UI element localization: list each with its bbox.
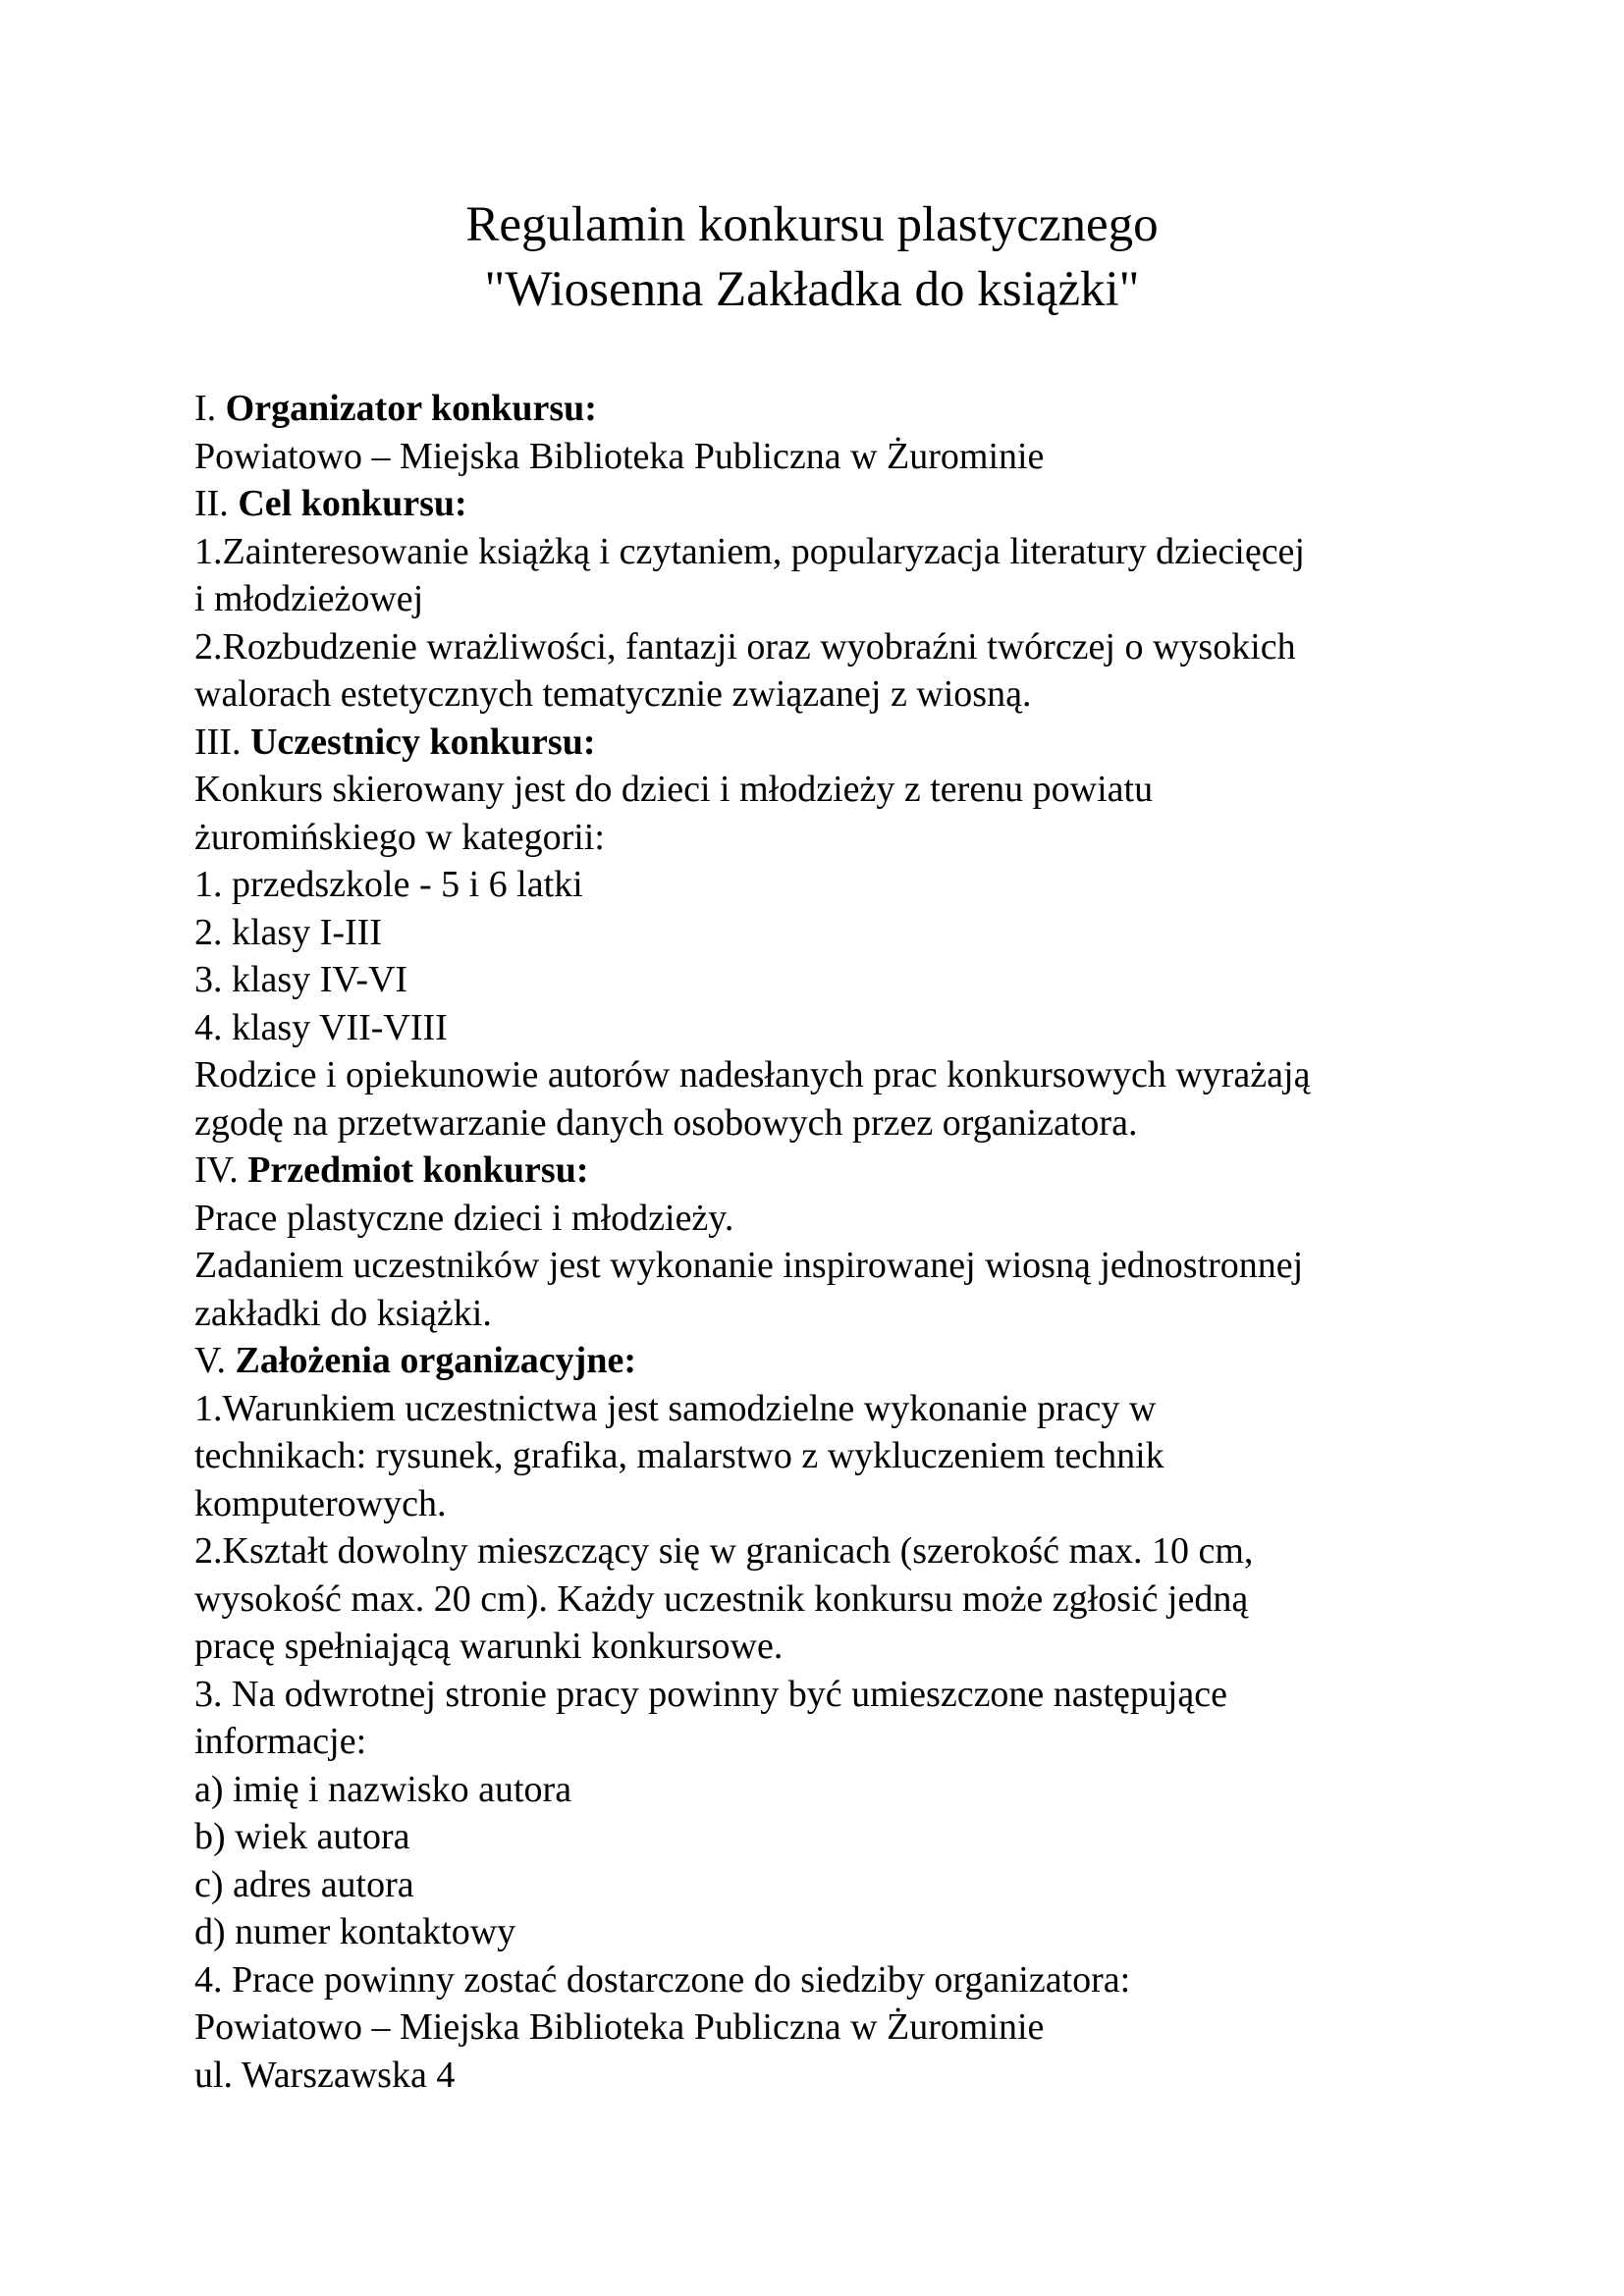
document-title [0, 192, 1624, 322]
paragraph-line: Powiatowo – Miejska Biblioteka Publiczna w Żurominie [194, 435, 1045, 477]
section-title: Organizator konkursu: [225, 388, 597, 429]
document-body [194, 385, 1471, 2099]
section-heading-goal [194, 480, 1471, 528]
section-heading-participants [194, 719, 1471, 767]
paragraph-line: 3. Na odwrotnej stronie pracy powinny być umieszczone następujące [194, 1673, 1228, 1715]
section-heading-subject [194, 1147, 1471, 1195]
section-title: Założenia organizacyjne: [235, 1340, 636, 1381]
paragraph-line: 2.Kształt dowolny mieszczący się w granicach (szerokość max. 10 cm, [194, 1530, 1254, 1572]
info-item: a) imię i nazwisko autora [194, 1768, 572, 1810]
section-heading-organizer [194, 385, 1471, 433]
paragraph-line: komputerowych. [194, 1482, 447, 1524]
paragraph-line: technikach: rysunek, grafika, malarstwo z wykluczeniem technik [194, 1435, 1164, 1476]
paragraph-line: informacje: [194, 1721, 367, 1762]
address-line: Powiatowo – Miejska Biblioteka Publiczna w Żurominie [194, 2006, 1045, 2048]
paragraph-line: zakładki do książki. [194, 1292, 492, 1334]
section-number: III. [194, 721, 242, 763]
section-title: Przedmiot konkursu: [247, 1149, 589, 1191]
title-line-1: Regulamin konkursu plastycznego [465, 197, 1159, 252]
category-item: 4. klasy VII-VIII [194, 1006, 448, 1048]
paragraph-line: zgodę na przetwarzanie danych osobowych przez organizatora. [194, 1101, 1138, 1144]
address-line: ul. Warszawska 4 [194, 2054, 456, 2096]
paragraph-line: żuromińskiego w kategorii: [194, 816, 605, 858]
section-number: IV. [194, 1149, 239, 1191]
paragraph-line: wysokość max. 20 cm). Każdy uczestnik konkursu może zgłosić jedną [194, 1577, 1249, 1620]
paragraph-line: pracę spełniającą warunki konkursowe. [194, 1626, 784, 1667]
paragraph-line: 2.Rozbudzenie wrażliwości, fantazji oraz wyobraźni twórczej o wysokich [194, 625, 1296, 667]
info-item: c) adres autora [194, 1863, 414, 1905]
info-item: d) numer kontaktowy [194, 1911, 516, 1952]
section-heading-rules [194, 1337, 1471, 1385]
paragraph-line: 4. Prace powinny zostać dostarczone do siedziby organizatora: [194, 1958, 1131, 2001]
section-number: V. [194, 1340, 227, 1381]
section-title: Cel konkursu: [238, 483, 467, 524]
category-item: 2. klasy I-III [194, 911, 382, 953]
paragraph-line: Konkurs skierowany jest do dzieci i młodzieży z terenu powiatu [194, 769, 1154, 810]
section-number: I. [194, 388, 217, 429]
info-item: b) wiek autora [194, 1816, 410, 1857]
section-number: II. [194, 483, 229, 524]
category-item: 1. przedszkole - 5 i 6 latki [194, 864, 583, 905]
title-line-2: "Wiosenna Zakładka do książki" [484, 262, 1140, 317]
category-item: 3. klasy IV-VI [194, 959, 408, 1000]
paragraph-line: i młodzieżowej [194, 578, 424, 619]
paragraph-line: Prace plastyczne dzieci i młodzieży. [194, 1197, 734, 1239]
section-title: Uczestnicy konkursu: [249, 721, 596, 763]
paragraph-line: 1.Zainteresowanie książką i czytaniem, popularyzacja literatury dziecięcej [194, 530, 1305, 572]
paragraph-line: Zadaniem uczestników jest wykonanie inspirowanej wiosną jednostronnej [194, 1245, 1304, 1286]
paragraph-line: walorach estetycznych tematycznie związanej z wiosną. [194, 673, 1032, 715]
paragraph-line: Rodzice i opiekunowie autorów nadesłanych prac konkursowych wyrażają [194, 1054, 1311, 1095]
paragraph-line: 1.Warunkiem uczestnictwa jest samodzielne wykonanie pracy w [194, 1387, 1157, 1429]
